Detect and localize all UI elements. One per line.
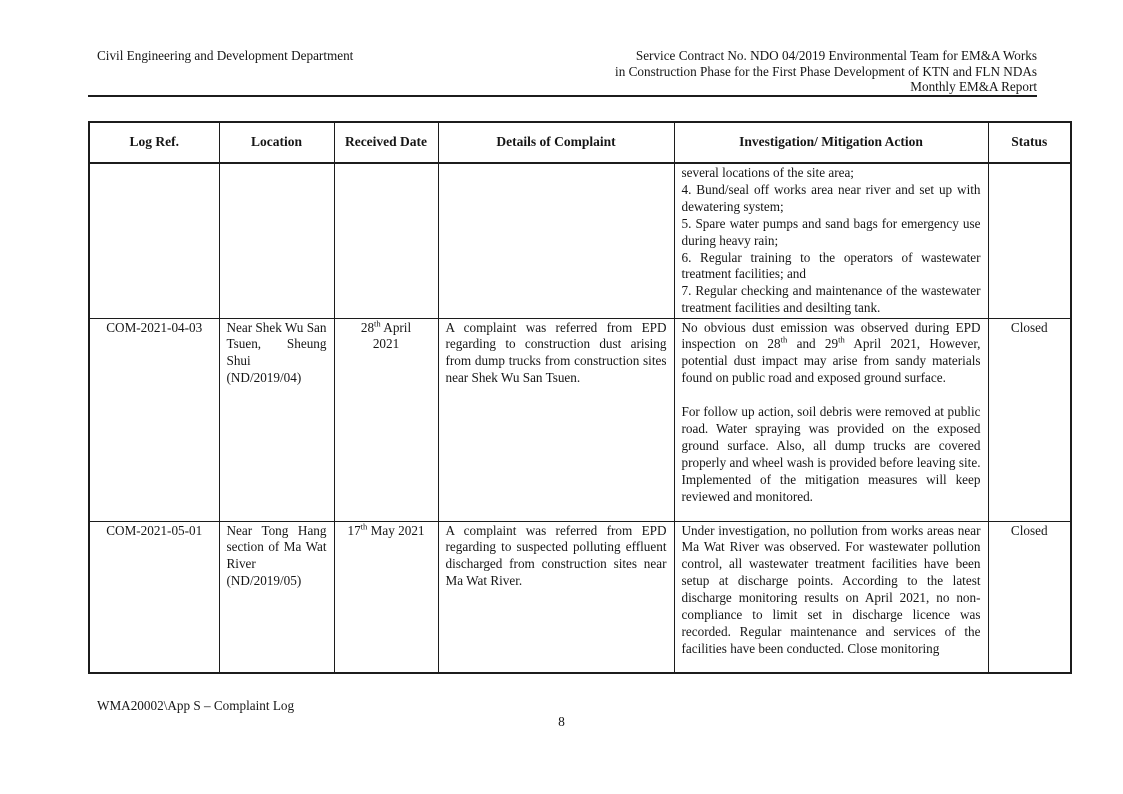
cell-status — [988, 163, 1071, 318]
complaint-log-table — [88, 121, 1072, 674]
table-row-com-2021-05-01 — [89, 521, 1071, 673]
date-line: 2021 — [372, 336, 400, 352]
investigation-paragraph: For follow up action, soil debris were removed at public road. Water spraying was provided on the exposed ground surface. Also, all dump trucks are covered properly and wheel wash is provided before leaving site. Implemented of the mitigation measures will keep reviewed and monitored. — [681, 404, 981, 504]
col-header-status: Status — [988, 122, 1071, 163]
investigation-paragraph: No obvious dust emission was observed during EPD inspection on 28th and 29th April 2021, However, potential dust impact may arise from sandy materials found on public road and exposed ground surface. — [681, 319, 981, 386]
col-header-log-ref: Log Ref. — [89, 122, 219, 163]
cell-log-ref: COM-2021-04-03 — [89, 318, 219, 521]
investigation-line: 4. Bund/seal off works area near river and set up with dewatering system; — [681, 181, 981, 214]
header-line-contract: Service Contract No. NDO 04/2019 Environmental Team for EM&A Works — [635, 48, 1037, 63]
cell-received-date — [334, 318, 438, 521]
document-reference: WMA20002\App S – Complaint Log — [97, 698, 295, 713]
report-header — [615, 48, 1037, 95]
cell-received-date — [334, 521, 438, 673]
cell-investigation — [674, 318, 988, 521]
investigation-line: 5. Spare water pumps and sand bags for emergency use during heavy rain; — [681, 215, 981, 248]
date-line: 28th April — [360, 318, 412, 335]
date-line: 17th May 2021 — [347, 521, 425, 538]
cell-location — [219, 163, 334, 318]
col-header-location: Location — [219, 122, 334, 163]
cell-details: A complaint was referred from EPD regarding to suspected polluting effluent discharged from construction sites near Ma Wat River. — [438, 521, 674, 673]
header-line-report: Monthly EM&A Report — [910, 79, 1037, 95]
ordinal-suffix: th — [360, 521, 368, 532]
cell-received-date — [334, 163, 438, 318]
cell-log-ref: COM-2021-05-01 — [89, 521, 219, 673]
paragraph-spacer — [682, 387, 981, 404]
cell-status: Closed — [988, 521, 1071, 673]
cell-log-ref — [89, 163, 219, 318]
ordinal-suffix: th — [374, 318, 381, 329]
cell-location: Near Shek Wu San Tsuen, Sheung Shui (ND/2019/04) — [219, 318, 334, 521]
cell-status: Closed — [988, 318, 1071, 521]
cell-investigation — [674, 163, 988, 318]
cell-details: A complaint was referred from EPD regarding to construction dust arising from dump trucks from construction sites near Shek Wu San Tsuen. — [438, 318, 674, 521]
col-header-details: Details of Complaint — [438, 122, 674, 163]
table-row-continuation — [89, 163, 1071, 318]
cell-details — [438, 163, 674, 318]
department-name: Civil Engineering and Development Department — [97, 48, 354, 63]
cell-investigation — [674, 521, 988, 673]
investigation-line: several locations of the site area; — [681, 165, 854, 180]
col-header-investigation: Investigation/ Mitigation Action — [674, 122, 988, 163]
ordinal-suffix: th — [838, 335, 845, 346]
col-header-received-date: Received Date — [334, 122, 438, 163]
investigation-paragraph: Under investigation, no pollution from works areas near Ma Wat River was observed. For wastewater pollution control, all wastewater treatment facilities have been setup at discharge points. According to the latest discharge monitoring results on April 2021, no non-compliance to limit set in discharge licence was recorded. Regular maintenance and services of the facilities have been conducted. Close monitoring — [681, 522, 981, 656]
investigation-line: 6. Regular training to the operators of wastewater treatment facilities; and — [681, 249, 981, 282]
table-row-com-2021-04-03 — [89, 318, 1071, 521]
investigation-line: 7. Regular checking and maintenance of the wastewater treatment facilities and desilting tank. — [681, 283, 981, 316]
cell-location: Near Tong Hang section of Ma Wat River (ND/2019/05) — [219, 521, 334, 673]
table-header-row — [89, 122, 1071, 163]
ordinal-suffix: th — [780, 335, 788, 346]
header-divider — [88, 95, 1037, 97]
page-number: 8 — [558, 714, 565, 729]
header-line-phase: in Construction Phase for the First Phase Development of KTN and FLN NDAs — [615, 63, 1037, 79]
